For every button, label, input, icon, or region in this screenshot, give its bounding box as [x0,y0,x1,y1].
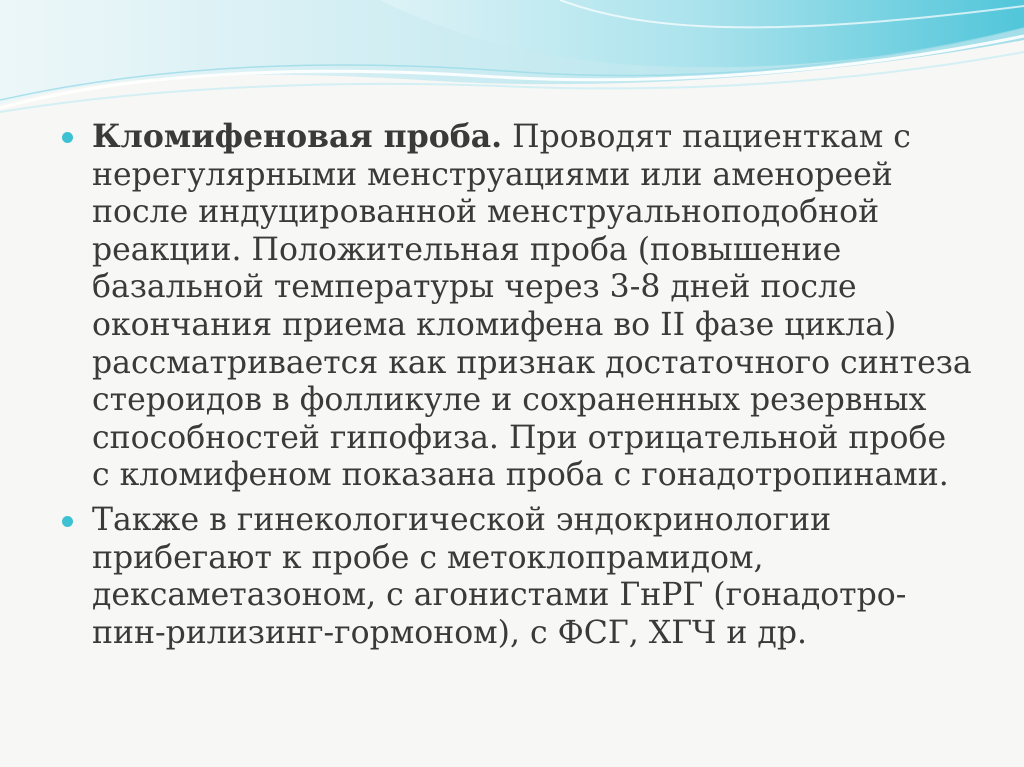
text-line: пин-рилизинг-гормоном), с ФСГ, ХГЧ и др. [92,614,807,651]
text-line: окончания приема кломифена во II фазе цикла) [92,306,897,343]
slide-content [62,118,982,659]
bullet-dot-icon [62,132,73,143]
text-line: рассматривается как признак достаточного синтеза [92,344,972,381]
text-line: Кломифеновая проба. Проводят пациенткам с [92,118,911,155]
text-line: способностей гипофиза. При отрицательной пробе [92,419,947,456]
bullet-other-tests [62,502,982,652]
text-line: прибегают к пробе с метоклопрамидом, [92,539,764,576]
text-line: нерегулярными менструациями или аменореей [92,156,893,193]
text-line: после индуцированной менструальноподобной [92,194,880,231]
bullet-dot-icon [62,516,73,527]
bullet-clomiphene-test [62,118,982,495]
text-line: с кломифеном показана проба с гонадотропинами. [92,457,949,494]
text-line: стероидов в фолликуле и сохраненных резервных [92,382,927,419]
bold-term: Кломифеновая проба. [92,118,503,155]
text-line: Также в гинекологической эндокринологии [92,501,832,538]
wave-header-decoration [0,0,1024,130]
text-line: базальной температуры через 3-8 дней после [92,269,857,306]
text-line: дексаметазоном, с агонистами ГнРГ (гонадотро- [92,577,907,614]
text-line: реакции. Положительная проба (повышение [92,231,842,268]
